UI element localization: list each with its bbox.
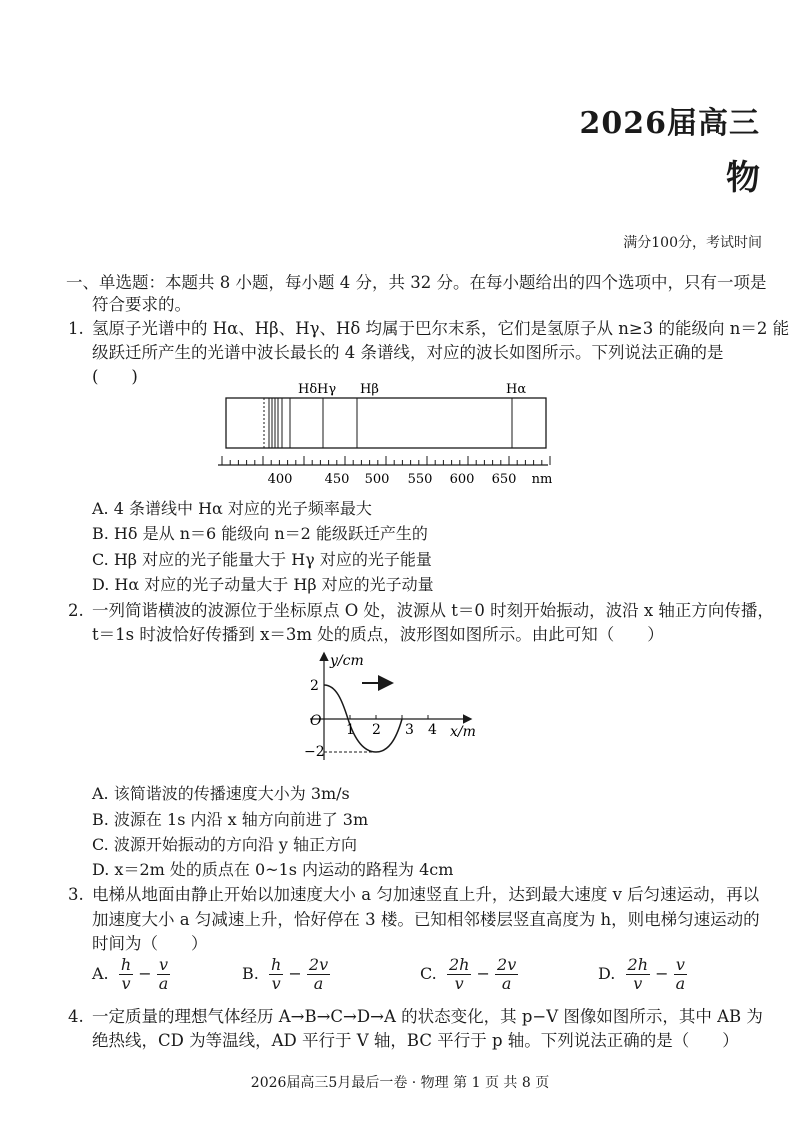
xtick-3: 3: [405, 722, 414, 738]
wavelength-ruler: [218, 456, 550, 465]
score-time-note: 满分100分，考试时间: [623, 235, 762, 251]
label-h-beta: Hβ: [360, 382, 379, 397]
section-heading-cont: 符合要求的。: [92, 295, 191, 314]
q3-number: 3.: [68, 885, 84, 904]
q1-option-c: C. Hβ 对应的光子能量大于 Hγ 对应的光子能量: [92, 550, 432, 569]
q4-stem-line1: 一定质量的理想气体经历 A→B→C→D→A 的状态变化，其 p−V 图像如图所示，其中 AB 为: [92, 1007, 763, 1026]
exam-title: 2026届高三: [579, 106, 760, 141]
label-h-alpha: Hα: [506, 382, 527, 397]
subject-title: 物: [726, 158, 760, 198]
q3-option-b: B. $\frac{h}{v}$ − $\frac{2v}{a}$: [242, 955, 329, 993]
label-h-delta: Hδ: [298, 382, 318, 397]
tick-400: 400: [267, 472, 293, 487]
q1-number: 1.: [68, 319, 84, 338]
xtick-2: 2: [372, 722, 381, 738]
q1-stem-line1: 氢原子光谱中的 Hα、Hβ、Hγ、Hδ 均属于巴尔末系，它们是氢原子从 n≥3 的能级向 n＝2 能: [92, 319, 790, 338]
spectrum-figure: [210, 376, 570, 490]
q1-option-b: B. Hδ 是从 n＝6 能级向 n＝2 能级跃迁产生的: [92, 524, 428, 543]
q3-option-d: D. $\frac{2h}{v}$ − $\frac{v}{a}$: [598, 955, 686, 993]
q3-stem-line2: 加速度大小 a 匀减速上升，恰好停在 3 楼。已知相邻楼层竖直高度为 h，则电梯匀速运动的: [92, 910, 760, 929]
q2-option-d: D. x＝2m 处的质点在 0~1s 内运动的路程为 4cm: [92, 860, 454, 879]
q2-stem-line2: t＝1s 时波恰好传播到 x＝3m 处的质点，波形图如图所示。由此可知（ ）: [92, 625, 664, 644]
q3-option-a: A. $\frac{h}{v}$ − $\frac{v}{a}$: [92, 955, 169, 993]
tick-550: 550: [407, 472, 433, 487]
q4-number: 4.: [68, 1007, 84, 1026]
ytick-neg2: −2: [304, 744, 325, 760]
x-axis-label: x/m: [450, 724, 476, 740]
q2-option-a: A. 该简谐波的传播速度大小为 3m/s: [92, 784, 350, 803]
xtick-4: 4: [428, 722, 437, 738]
q3-option-c: C. $\frac{2h}{v}$ − $\frac{2v}{a}$: [420, 955, 517, 993]
origin-label: O: [310, 713, 322, 729]
q3-stem-line3: 时间为（ ）: [92, 934, 208, 953]
page-footer: 2026届高三5月最后一卷 · 物理 第 1 页 共 8 页: [250, 1075, 550, 1091]
q1-option-a: A. 4 条谱线中 Hα 对应的光子频率最大: [92, 499, 372, 518]
y-axis-label: y/cm: [330, 653, 364, 669]
unit-nm: nm: [531, 472, 553, 487]
q3-stem-line1: 电梯从地面由静止开始以加速度大小 a 匀加速竖直上升，达到最大速度 v 后匀速运动，再以: [92, 885, 760, 904]
spectrum-box: [226, 398, 546, 448]
tick-450: 450: [324, 472, 350, 487]
q2-number: 2.: [68, 601, 84, 620]
q2-stem-line1: 一列简谐横波的波源位于坐标原点 O 处，波源从 t＝0 时刻开始振动，波沿 x 轴正方向传播，: [92, 601, 774, 620]
q1-option-d: D. Hα 对应的光子动量大于 Hβ 对应的光子动量: [92, 575, 434, 594]
tick-600: 600: [449, 472, 475, 487]
tick-500: 500: [364, 472, 390, 487]
ytick-2: 2: [310, 678, 319, 694]
q2-option-c: C. 波源开始振动的方向沿 y 轴正方向: [92, 835, 358, 854]
q1-answer-blank: ( ): [92, 367, 138, 386]
q1-stem-line2: 级跃迁所产生的光谱中波长最长的 4 条谱线，对应的波长如图所示。下列说法正确的是: [92, 343, 724, 362]
q4-stem-line2: 绝热线，CD 为等温线，AD 平行于 V 轴，BC 平行于 p 轴。下列说法正确的是（ ）: [92, 1031, 739, 1050]
xtick-1: 1: [346, 722, 355, 738]
section-heading: 一、单选题：本题共 8 小题，每小题 4 分，共 32 分。在每小题给出的四个选项中，只有一项是: [66, 273, 767, 292]
waveform-figure: [290, 648, 510, 768]
label-h-gamma: Hγ: [317, 382, 337, 397]
q2-option-b: B. 波源在 1s 内沿 x 轴方向前进了 3m: [92, 810, 369, 829]
tick-650: 650: [491, 472, 517, 487]
